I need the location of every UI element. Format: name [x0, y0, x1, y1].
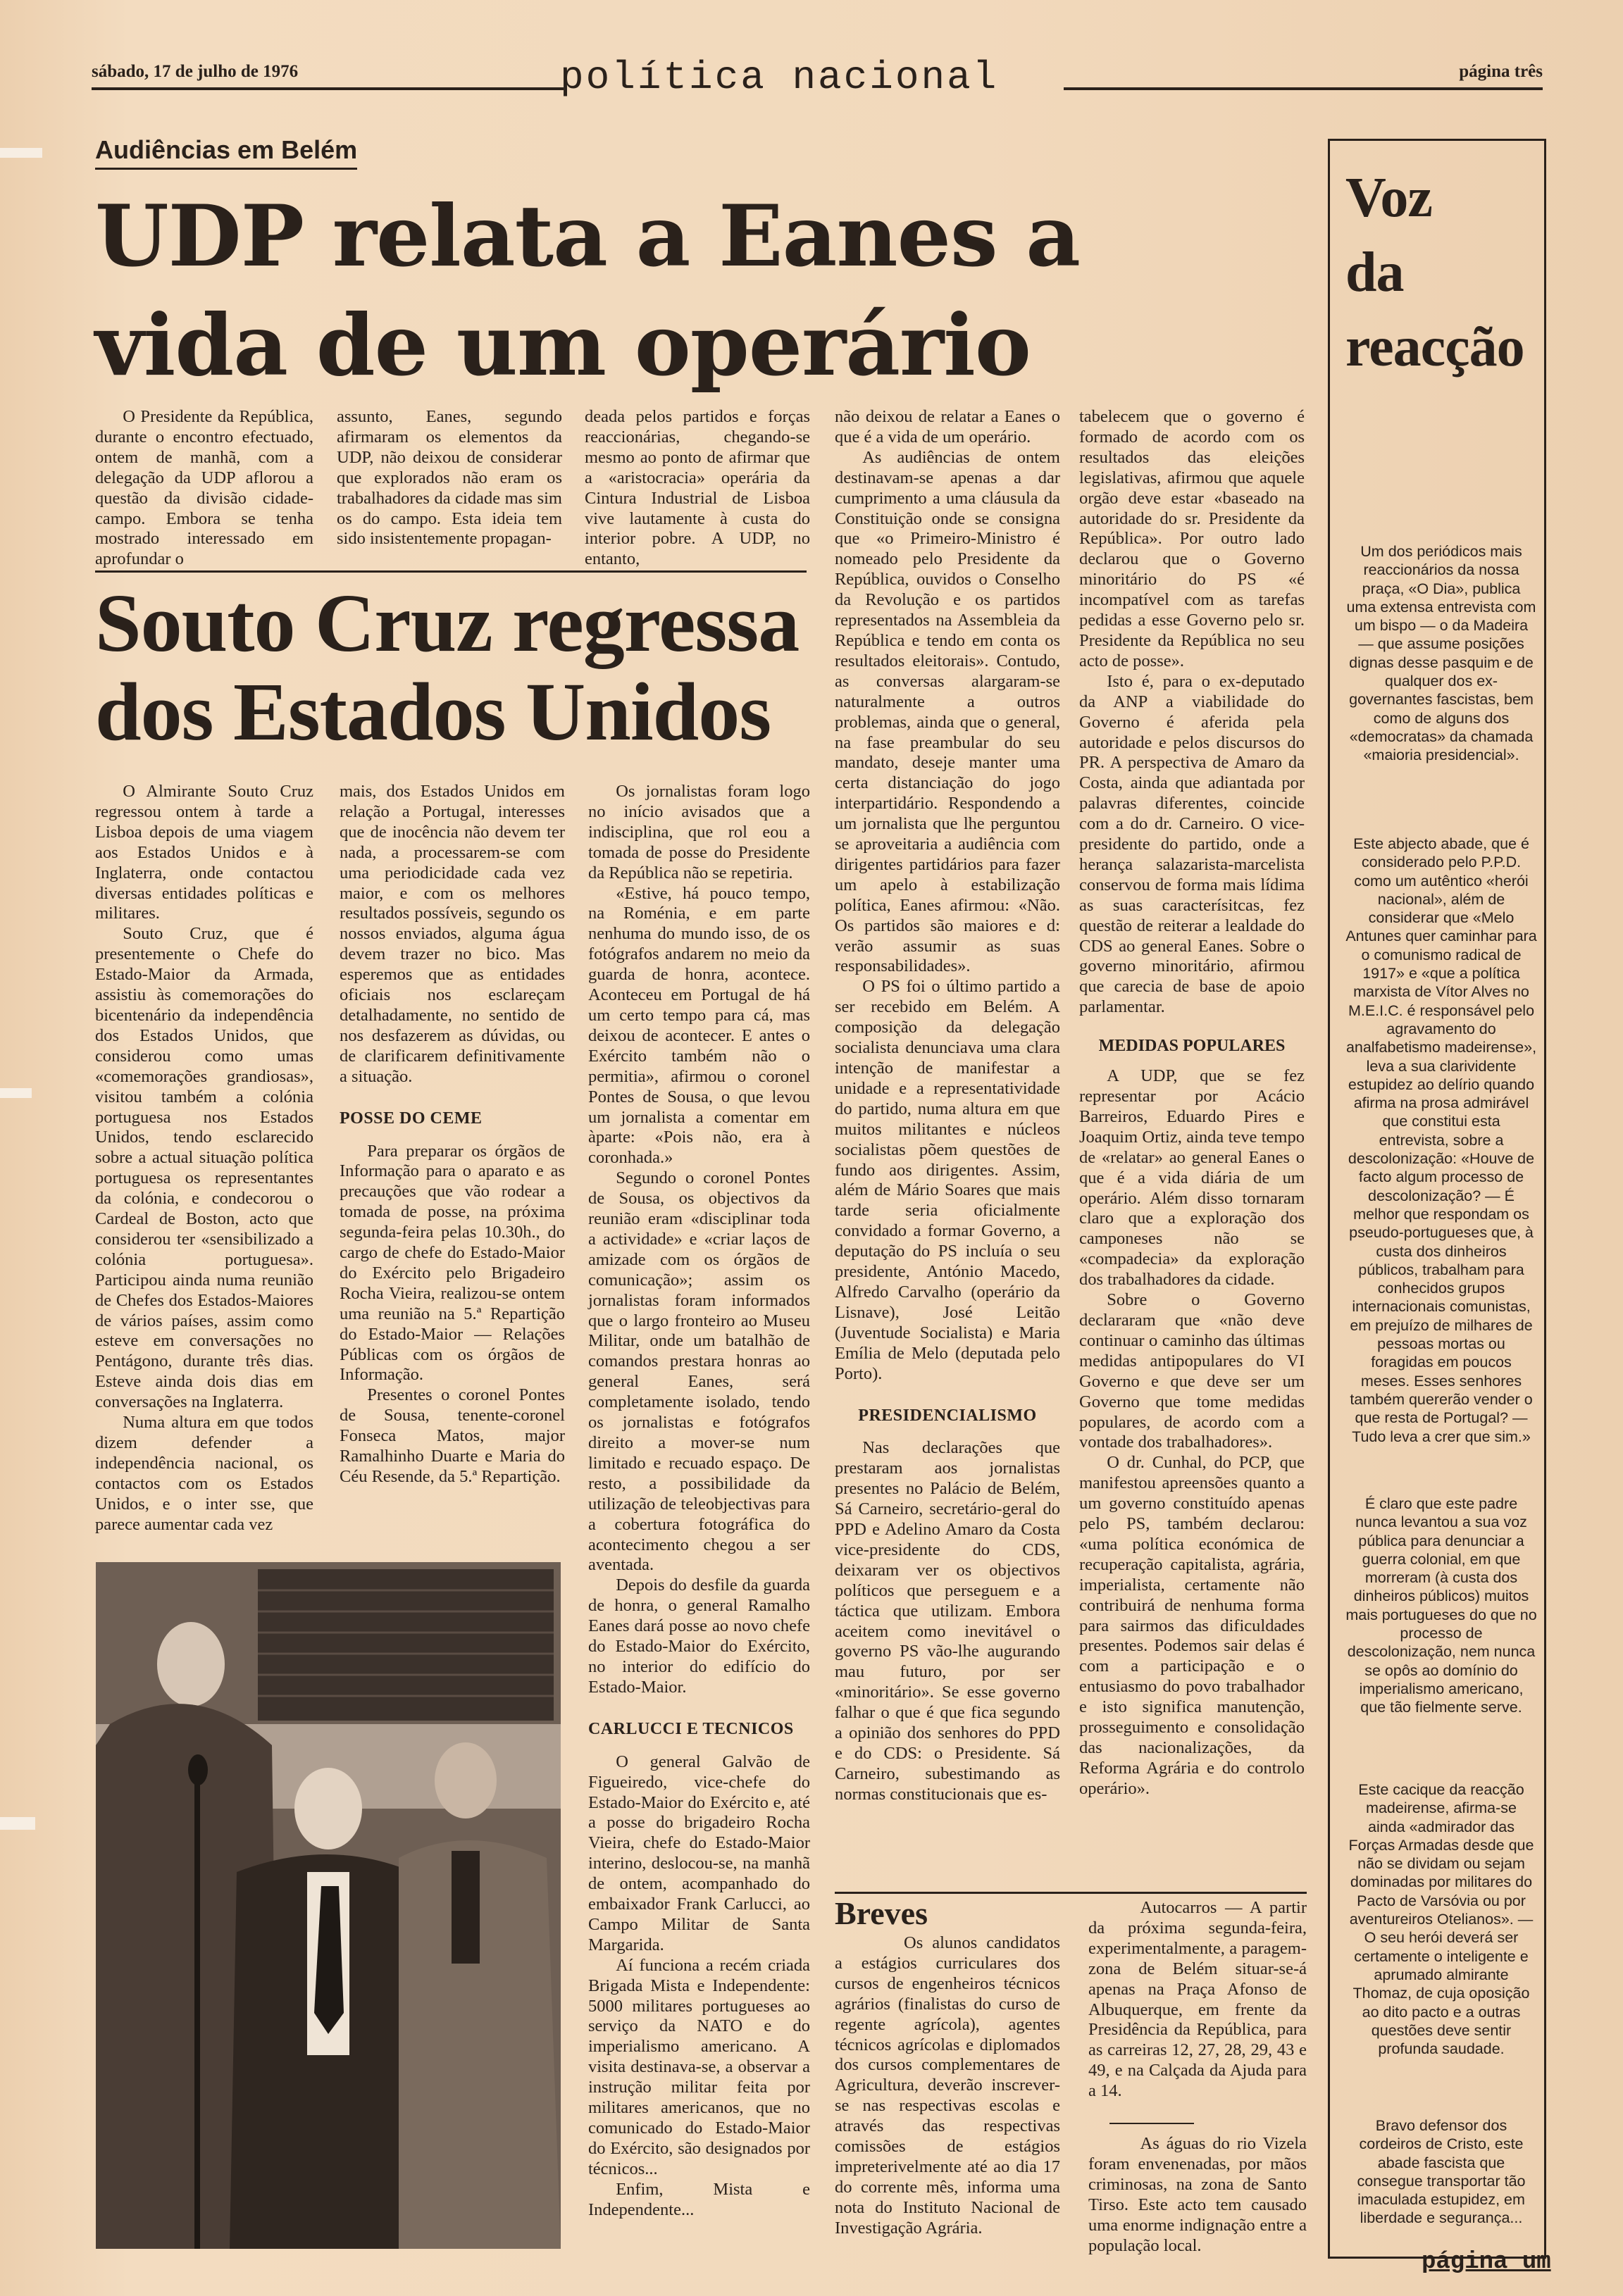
- paragraph: Enfim, Mista e Independente...: [588, 2179, 810, 2219]
- masthead: [92, 55, 1543, 107]
- paragraph: Sobre o Governo declararam que «não deve continuar o caminho das últimas medidas antipopulares do VI Governo e que deve ser um Governo que tome medidas populares, de acordo com a vontade dos trabalhadores».: [1079, 1290, 1305, 1452]
- subheading: MEDIDAS POPULARES: [1098, 1037, 1286, 1056]
- article1-column-2: [337, 407, 562, 549]
- paragraph: A UDP, que se fez representar por Acácio Barreiros, Eduardo Pires e Joaquim Ortiz, ainda teve tempo de «relatar» ao general Eanes o que é a vida diária de um operário. Além disso tornaram claro que a exploração dos camponeses não se «compadecia» da exploração dos trabalhadores da cidade.: [1079, 1066, 1305, 1290]
- subheading: CARLUCCI E TECNICOS: [588, 1719, 794, 1738]
- article1-column-1: [95, 407, 313, 570]
- sidebar-paragraph: É claro que este padre nunca levantou a sua voz pública para denunciar a guerra colonial, em que morreram (à custa dos dinheiros públicos) muitos mais portugueses do que no processo de descolonização, nem nunca se opôs ao domínio do imperialismo americano, que tão fielmente serve.: [1345, 1495, 1537, 1716]
- article1-column-5: [1079, 407, 1305, 1799]
- paragraph: Segundo o coronel Pontes de Sousa, os objectivos da reunião eram «disciplinar toda a actividade» e «criar laços de amizade com os órgãos de comunicação»; assim os jornalistas foram informados que o largo fronteiro ao Museu Militar, onde um batalhão de comandos prestara honras ao general Eanes, será completamente isolado, tendo os jornalistas e fotógrafos direito a mover-se num limitado e recuado espaço. De resto, a possibilidade da utilização de teleobjectivas para a cobertura fotográfica do acontecimento chegou a ser aventada.: [588, 1168, 810, 1575]
- paragraph: As audiências de ontem destinavam-se apenas a dar cumprimento a uma cláusula da Constituição onde se consigna que «o Primeiro-Ministro é nomeado pelo Presidente da República, ouvidos o Conselho da Revolução e os partidos representados na Assembleia da República e tendo em conta os resultados eleitorais». Contudo, as conversas alargaram-se naturalmente a outros problemas, ainda que o general, na fase preambular do seu mandato, deseje manter uma certa distanciação do jogo interpartidário. Respondendo a um jornalista que lhe perguntou se aproveitaria a audiência com dirigentes partidários para fazer um apelo à estabilização política, Eanes afirmou: «Não. Os partidos são maiores e d: verão assumir as suas responsabilidades».: [835, 447, 1060, 976]
- section-divider: [95, 570, 807, 573]
- article1-column-3: [585, 407, 810, 570]
- sidebar-paragraph: Um dos periódicos mais reaccionários da nossa praça, «O Dia», publica uma extensa entrevista com um bispo — o da Madeira — que assume posições dignas desse pasquim e de qualquer dos ex-governantes fascistas, bem como de alguns dos «democratas» da chamada «maioria presidencial».: [1346, 543, 1536, 764]
- paragraph: mais, dos Estados Unidos em relação a Portugal, interesses que de inocência não devem ter nada, a processarem-se com uma periodicidade cada vez maior, e com os melhores resultados possíveis, segundo os nossos enviados, alguma água devem trazer no bico. Mas esperemos que as entidades oficiais nos esclareçam detalhadamente, no sentido de nos desfazerem as dúvidas, ou de clarificarem definitivamente a situação.: [340, 782, 565, 1086]
- paper-edge-tear: [0, 1088, 32, 1098]
- paragraph: Isto é, para o ex-deputado da ANP a viabilidade do Governo é aferida pela autoridade e pelos discursos do PR. A perspectiva de Amaro da Costa, ainda que adiantada por palavras diferentes, coincide com a do dr. Carneiro. O vice-presidente do partido, onde a herança salazarista-marcelista conservou de forma mais lídima as suas caracterísitcas, fez questão de reiterar a lealdade do CDS ao general Eanes. Sobre o governo minoritário, afirmou que carecia de base de apoio parlamentar.: [1079, 671, 1305, 1017]
- paragraph: O Almirante Souto Cruz regressou ontem à tarde a Lisboa depois de uma viagem aos Estados Unidos e à Inglaterra, onde contactou diversas entidades políticas e militares.: [95, 782, 313, 923]
- breves-rule: [835, 1892, 1307, 1894]
- paragraph: «Estive, há pouco tempo, na Roménia, e em parte nenhuma do mundo isso, de os fotógrafos andarem no meio da guarda de honra, acontece. Aconteceu em Portugal de há um certo tempo para cá, mas deixou de acontecer. E antes o Exército também não o permitia», afirmou o coronel Pontes de Sousa, o que levou um jornalista a comentar em àparte: «Pois não, era à coronhada.»: [588, 883, 810, 1168]
- masthead-rule-left: [92, 87, 564, 90]
- article-headline: UDP relata a Eanes a vida de um operário: [95, 187, 1081, 395]
- sidebar-paragraph: Este abjecto abade, que é considerado pelo P.P.D. como um autêntico «herói nacional», além de considerar que «Melo Antunes quer caminhar para o comunismo radical de 1917» e «que a política marxista de Vítor Alves no M.E.I.C. é responsável pelo agravamento do analfabetismo madeirense», leva a sua clarividente estupidez ao delírio quando afirma na prosa admirável que constitui esta entrevista, sobre a descolonização: «Houve de facto algum processo de descolonização? — É melhor que respondam os pseudo-portugueses que, à custa dos dinheiros públicos, trabalham para conhecidos grupos internacionais comunistas, em prejuízo de milhares de pessoas mortas ou foragidas em poucos meses. Esses senhores também quererão vender o que resta de Portugal? — Tudo leva a crer que sim.»: [1345, 835, 1537, 1445]
- paragraph: Aí funciona a recém criada Brigada Mista e Independente: 5000 militares portugueses ao serviço da NATO e do imperialismo americano. A visita destinava-se, a observar a instrução militar feita por militares americanos, que no comunicado do Estado-Maior do Exército, são designados por técnicos...: [588, 1955, 810, 2178]
- sidebar-title-line: reacção: [1345, 316, 1524, 378]
- paragraph: Souto Cruz, que é presentemente o Chefe do Estado-Maior da Armada, assistiu às comemorações do bicentenário da independência dos Estados Unidos, que considerou como umas «comemorações grandiosas», visitou também a colónia portuguesa nos Estados Unidos, tendo esclarecido sobre a actual situação política portuguesa os representantes da colónia, e condecorou o Cardeal de Boston, acto que considerou ter «sensibilizado a colónia portuguesa». Participou ainda numa reunião de Chefes dos Estados-Maiores de vários países, assim como esteve em conversações no Pentágono, durante três dias. Esteve ainda dois dias em conversações na Inglaterra.: [95, 924, 313, 1412]
- breves-column-2: [1088, 1898, 1307, 2257]
- paragraph: O Presidente da República, durante o encontro efectuado, ontem de manhã, com a delegação da UDP aflorou a questão da divisão cidade-campo. Embora se tenha mostrado interessado em aprofundar o: [95, 407, 313, 569]
- sidebar-paragraph: Bravo defensor dos cordeiros de Cristo, este abade fascista que consegue transportar tão imaculada estupidez, em liberdade e segurança...: [1357, 2117, 1526, 2227]
- paragraph: tabelecem que o governo é formado de acordo com os resultados das eleições legislativas, afirmou que aquele orgão deve estar «baseado na autoridade do sr. Presidente da República». Por outro lado declarou que o Governo minoritário do PS «é incompatível com as tarefas pedidas a esse Governo pelo sr. Presidente da República no seu acto de posse».: [1079, 407, 1305, 670]
- photo-illustration: [96, 1562, 561, 2249]
- sidebar-paragraph: Este cacique da reacção madeirense, afirma-se ainda «admirador das Forças Armadas desde que não se dividam ou sejam dominadas por militares do Pacto de Varsóvia ou por aventureiros Otelianos». — O seu herói deverá ser certamente o inteligente e aprumado almirante Thomaz, de cuja oposição ao dito pacto e a outras questões deve sentir profunda saudade.: [1348, 1781, 1534, 2058]
- next-page-link[interactable]: página um: [1422, 2249, 1551, 2276]
- paper-edge-tear: [0, 1817, 35, 1830]
- paragraph: O PS foi o último partido a ser recebido em Belém. A composição da delegação socialista denunciava uma clara intenção de manifestar a unidade e a representatividade do partido, numa altura em que muitos militantes e núcleos socialistas põem questões de fundo aos dirigentes. Assim, além de Mário Soares que mais tarde seria oficialmente convidado a formar Governo, a deputação do PS incluía o seu presidente, António Macedo, Alfredo Carvalho (operário da Lisnave), José Leitão (Juventude Socialista) e Maria Emília de Melo (deputada pelo Porto).: [835, 977, 1060, 1383]
- sidebar-box: [1328, 139, 1546, 2259]
- article2-headline: Souto Cruz regressa dos Estados Unidos: [95, 577, 800, 758]
- paragraph: Para preparar os órgãos de Informação para o aparato e as precauções que vão rodear a tomada de posse, na próxima segunda-feira pelas 10.30h., do cargo de chefe do Estado-Maior do Exército pelo Brigadeiro Rocha Vieira, realizou-se ontem uma reunião na 5.ª Repartição do Estado-Maior — Relações Públicas com os órgãos de Informação.: [340, 1141, 565, 1385]
- masthead-rule-right: [1064, 87, 1543, 90]
- paragraph: Os jornalistas foram logo no início avisados que a indisciplina, que rol eou a tomada de posse do Presidente da República não se repetiria.: [588, 782, 810, 882]
- paper-edge-tear: [0, 148, 42, 158]
- paragraph: O dr. Cunhal, do PCP, que manifestou apreensões quanto a um governo constituído apenas pelo PS, também declarou: «uma política económica de recuperação capitalista, agrária, imperialista, certamente não contribuirá de nenhuma forma para sairmos das dificuldades presentes. Podemos sair delas é com a participação e o entusiasmo do povo trabalhador e isto significa manutenção, prosseguimento e consolidação das nacionalizações, da Reforma Agrária e do controlo operário».: [1079, 1453, 1305, 1798]
- brief-item: Autocarros — A partir da próxima segunda-feira, experimentalmente, a paragem-zona de Belém situar-se-á apenas na Praça Afonso de Albuquerque, em frente da Presidência da República, para as carreiras 12, 27, 28, 29, 43 e 49, e na Calçada da Ajuda para a 14.: [1088, 1898, 1307, 2101]
- section-title: política nacional: [560, 55, 999, 100]
- sidebar-title-line: Voz: [1345, 167, 1432, 229]
- subheading: PRESIDENCIALISMO: [858, 1406, 1037, 1425]
- article2-column-2: [340, 782, 565, 1487]
- sidebar-title: [1345, 161, 1524, 385]
- page-number: página três: [1459, 62, 1543, 81]
- subheading: POSSE DO CEME: [340, 1109, 483, 1128]
- paragraph: assunto, Eanes, segundo afirmaram os elementos da UDP, não deixou de considerar que explorados não eram os trabalhadores da cidade mas sim os do campo. Esta ideia tem sido insistentemente propagan-: [337, 407, 562, 549]
- paragraph: Numa altura em que todos dizem defender a independência nacional, os contactos com os Estados Unidos, e o inter sse, que parece aumentar cada vez: [95, 1413, 313, 1534]
- brief-divider: [1109, 2123, 1194, 2124]
- issue-date: sábado, 17 de julho de 1976: [92, 62, 299, 81]
- article2-column-1: [95, 782, 313, 1535]
- brief-item: Os alunos candidatos a estágios curriculares dos cursos de engenheiros técnicos agrários (finalistas do curso de regente agrícola), agentes técnicos agrícolas e diplomados dos cursos complementares de Agricultura, deverão inscrever-se nas respectivas escolas e através das respectivas comissões de estágios impreterivelmente até ao dia 17 do corrente mês, informa uma nota do Instituto Nacional de Investigação Agrária.: [835, 1933, 1060, 2238]
- paragraph: Nas declarações que prestaram aos jornalistas presentes no Palácio de Belém, Sá Carneiro, secretário-geral do PPD e Adelino Amaro da Costa vice-presidente do CDS, deixaram ver os objectivos políticos que perseguem e a táctica que utilizam. Embora aceitem como inevitável o governo PS vão-lhe augurando mau futuro, por ser «minoritário». Se esse governo falhar o que é que fica segundo a opinião dos senhores do PPD e do CDS: o Presidente. Sá Carneiro, subestimando as normas constitucionais que es-: [835, 1438, 1060, 1804]
- article1-column-4: [835, 407, 1060, 1805]
- paragraph: Depois do desfile da guarda de honra, o general Ramalho Eanes dará posse ao novo chefe do Estado-Maior do Exército, no interior do edifício do Estado-Maior.: [588, 1576, 810, 1697]
- paragraph: O general Galvão de Figueiredo, vice-chefe do Estado-Maior do Exército e, até a posse do brigadeiro Rocha Vieira, chefe do Estado-Maior interino, deslocou-se, na manhã de ontem, acompanhado do embaixador Frank Carlucci, ao Campo Militar de Santa Margarida.: [588, 1752, 810, 1954]
- breves-column-1: [835, 1933, 1060, 2239]
- paragraph: deada pelos partidos e forças reaccionárias, chegando-se mesmo ao ponto de afirmar que a «aristocracia» operária da Cintura Industrial de Lisboa vive lautamente à custa do interior pobre. A UDP, no entanto,: [585, 407, 810, 569]
- news-photo: [96, 1562, 561, 2249]
- breves-title: Breves: [835, 1895, 928, 1931]
- article-kicker: Audiências em Belém: [95, 135, 357, 170]
- article2-column-3: [588, 782, 810, 2221]
- sidebar-title-line: da: [1345, 242, 1404, 304]
- brief-item: As águas do rio Vizela foram envenenadas, por mãos criminosas, na zona de Santo Tirso. Este acto tem causado uma enorme indignação entre a população local.: [1088, 2134, 1307, 2255]
- paragraph: Presentes o coronel Pontes de Sousa, tenente-coronel Fonseca Matos, major Ramalhinho Duarte e Maria do Céu Resende, da 5.ª Repartição.: [340, 1385, 565, 1486]
- paragraph: não deixou de relatar a Eanes o que é a vida de um operário.: [835, 407, 1060, 447]
